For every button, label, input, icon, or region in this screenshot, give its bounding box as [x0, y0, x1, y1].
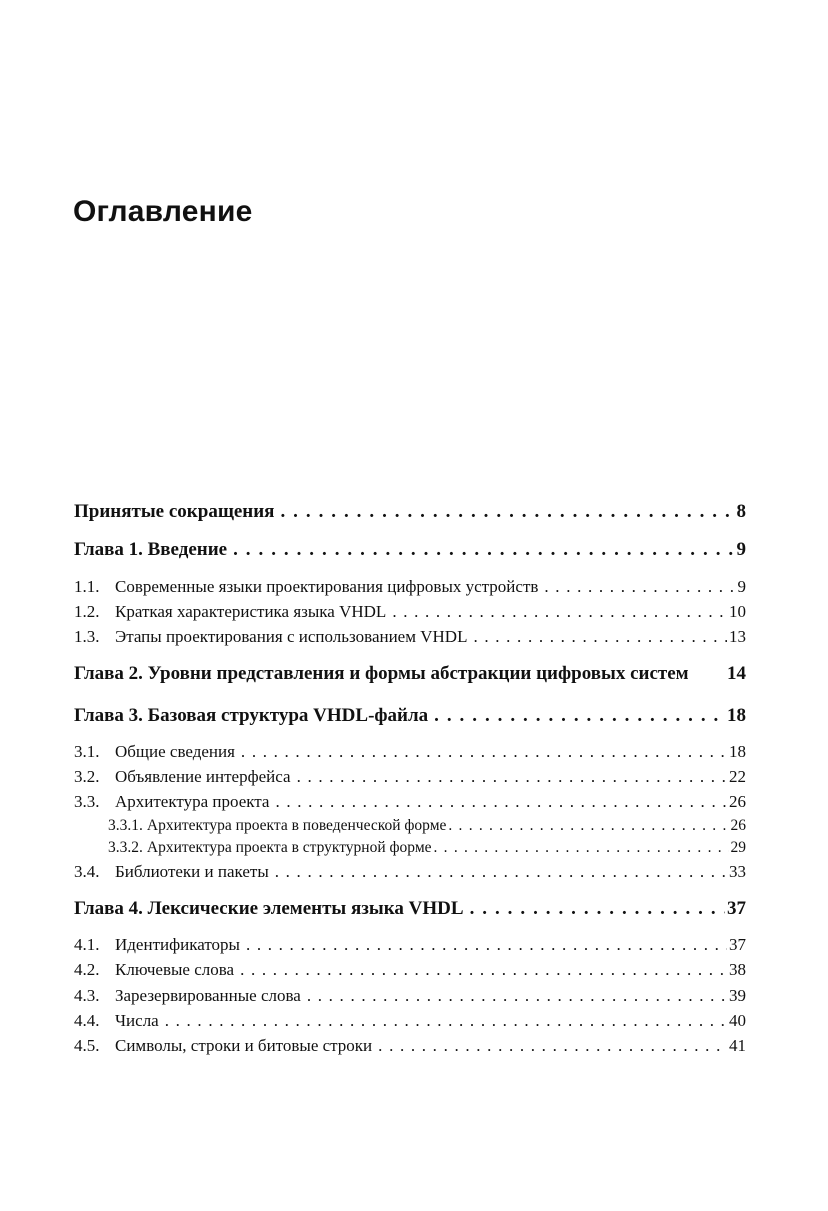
- toc-subsection-number: 3.3.2.: [108, 839, 143, 856]
- toc-chapter-title: Глава 2. Уровни представления и формы абстракции цифровых систем: [74, 663, 689, 684]
- toc-section-number: 4.2.: [74, 960, 100, 979]
- toc-section-3-1[interactable]: [74, 741, 746, 763]
- dot-leader: [378, 1035, 727, 1057]
- toc-section-3-2[interactable]: [74, 766, 746, 788]
- toc-section-number: 1.2.: [74, 602, 100, 621]
- dot-leader: [240, 959, 727, 981]
- dot-leader: [297, 766, 727, 788]
- toc-section-1-3[interactable]: [74, 626, 746, 648]
- toc-section-number: 4.5.: [74, 1036, 100, 1055]
- toc-chapter-3[interactable]: [74, 704, 746, 728]
- toc-section-number: 4.1.: [74, 935, 100, 954]
- dot-leader: [448, 816, 728, 836]
- toc-page-number: 9: [736, 539, 746, 560]
- toc-chapter-1[interactable]: [74, 538, 746, 562]
- toc-page-number: 29: [730, 839, 746, 856]
- dot-leader: [165, 1010, 727, 1032]
- toc-page-number: 39: [729, 986, 746, 1005]
- toc-page-number: 10: [729, 602, 746, 621]
- toc-page-number: 26: [730, 817, 746, 834]
- toc-section-title: Краткая характеристика языка VHDL: [115, 602, 387, 621]
- toc-page-number: 18: [729, 742, 746, 761]
- page-title: Оглавление: [73, 195, 253, 228]
- dot-leader: [544, 576, 735, 598]
- toc-chapter-2[interactable]: [74, 662, 746, 686]
- toc-subsection-3-3-1[interactable]: [108, 816, 746, 836]
- toc-section-4-1[interactable]: [74, 934, 746, 956]
- toc-chapter-title: Глава 4. Лексические элементы языка VHDL: [74, 898, 464, 919]
- toc-page-number: 40: [729, 1011, 746, 1030]
- toc-section-title: Символы, строки и битовые строки: [115, 1036, 373, 1055]
- toc-section-1-1[interactable]: [74, 576, 746, 598]
- toc-page-number: 8: [736, 501, 746, 522]
- toc-section-title: Этапы проектирования с использованием VHDL: [115, 627, 468, 646]
- toc-section-title: Зарезервированные слова: [115, 986, 301, 1005]
- toc-section-number: 3.2.: [74, 767, 100, 786]
- toc-section-3-3[interactable]: [74, 791, 746, 813]
- dot-leader: [246, 934, 727, 956]
- dot-leader: [473, 626, 727, 648]
- dot-leader: [233, 538, 734, 562]
- toc-section-4-3[interactable]: [74, 985, 746, 1007]
- toc-page-number: 33: [729, 862, 746, 881]
- toc-chapter-title: Глава 3. Базовая структура VHDL-файла: [74, 705, 429, 726]
- dot-leader: [470, 897, 725, 921]
- toc-section-title: Объявление интерфейса: [115, 767, 291, 786]
- dot-leader: [280, 500, 734, 524]
- toc-page-number: 37: [729, 935, 746, 954]
- toc-subsection-title: Архитектура проекта в поведенческой форме: [146, 817, 447, 834]
- toc-section-number: 3.1.: [74, 742, 100, 761]
- toc-entry-title: Принятые сокращения: [74, 501, 275, 522]
- dot-leader: [434, 838, 729, 858]
- toc-section-4-2[interactable]: [74, 959, 746, 981]
- dot-leader: [275, 791, 727, 813]
- toc-section-number: 1.3.: [74, 627, 100, 646]
- toc-section-title: Современные языки проектирования цифровых устройств: [115, 577, 539, 596]
- dot-leader: [241, 741, 727, 763]
- toc-subsection-title: Архитектура проекта в структурной форме: [146, 839, 432, 856]
- dot-leader: [275, 861, 727, 883]
- toc-section-number: 3.3.: [74, 792, 100, 811]
- toc-subsection-number: 3.3.1.: [108, 817, 143, 834]
- toc-section-title: Числа: [115, 1011, 159, 1030]
- toc-page-number: 37: [727, 898, 746, 919]
- toc-section-title: Идентификаторы: [115, 935, 240, 954]
- toc-page-number: 26: [729, 792, 746, 811]
- toc-page-number: 22: [729, 767, 746, 786]
- toc-page-number: 13: [729, 627, 746, 646]
- toc-section-1-2[interactable]: [74, 601, 746, 623]
- toc-page-number: 14: [727, 663, 746, 684]
- toc-entry-abbreviations[interactable]: [74, 500, 746, 524]
- dot-leader: [392, 601, 727, 623]
- toc-chapter-title: Глава 1. Введение: [74, 539, 228, 560]
- toc-page-number: 9: [737, 577, 746, 596]
- toc-section-number: 4.3.: [74, 986, 100, 1005]
- toc-section-4-5[interactable]: [74, 1035, 746, 1057]
- toc-section-4-4[interactable]: [74, 1010, 746, 1032]
- toc-section-title: Общие сведения: [115, 742, 235, 761]
- toc-page-number: 38: [729, 960, 746, 979]
- toc-section-number: 4.4.: [74, 1011, 100, 1030]
- toc-chapter-4[interactable]: [74, 897, 746, 921]
- toc-section-number: 1.1.: [74, 577, 100, 596]
- toc-subsection-3-3-2[interactable]: [108, 838, 746, 858]
- toc-section-title: Архитектура проекта: [115, 792, 270, 811]
- toc-section-3-4[interactable]: [74, 861, 746, 883]
- toc-section-title: Ключевые слова: [115, 960, 235, 979]
- toc-section-title: Библиотеки и пакеты: [115, 862, 269, 881]
- dot-leader: [434, 704, 725, 728]
- toc-section-number: 3.4.: [74, 862, 100, 881]
- toc-page-number: 41: [729, 1036, 746, 1055]
- dot-leader: [307, 985, 727, 1007]
- toc-page-number: 18: [727, 705, 746, 726]
